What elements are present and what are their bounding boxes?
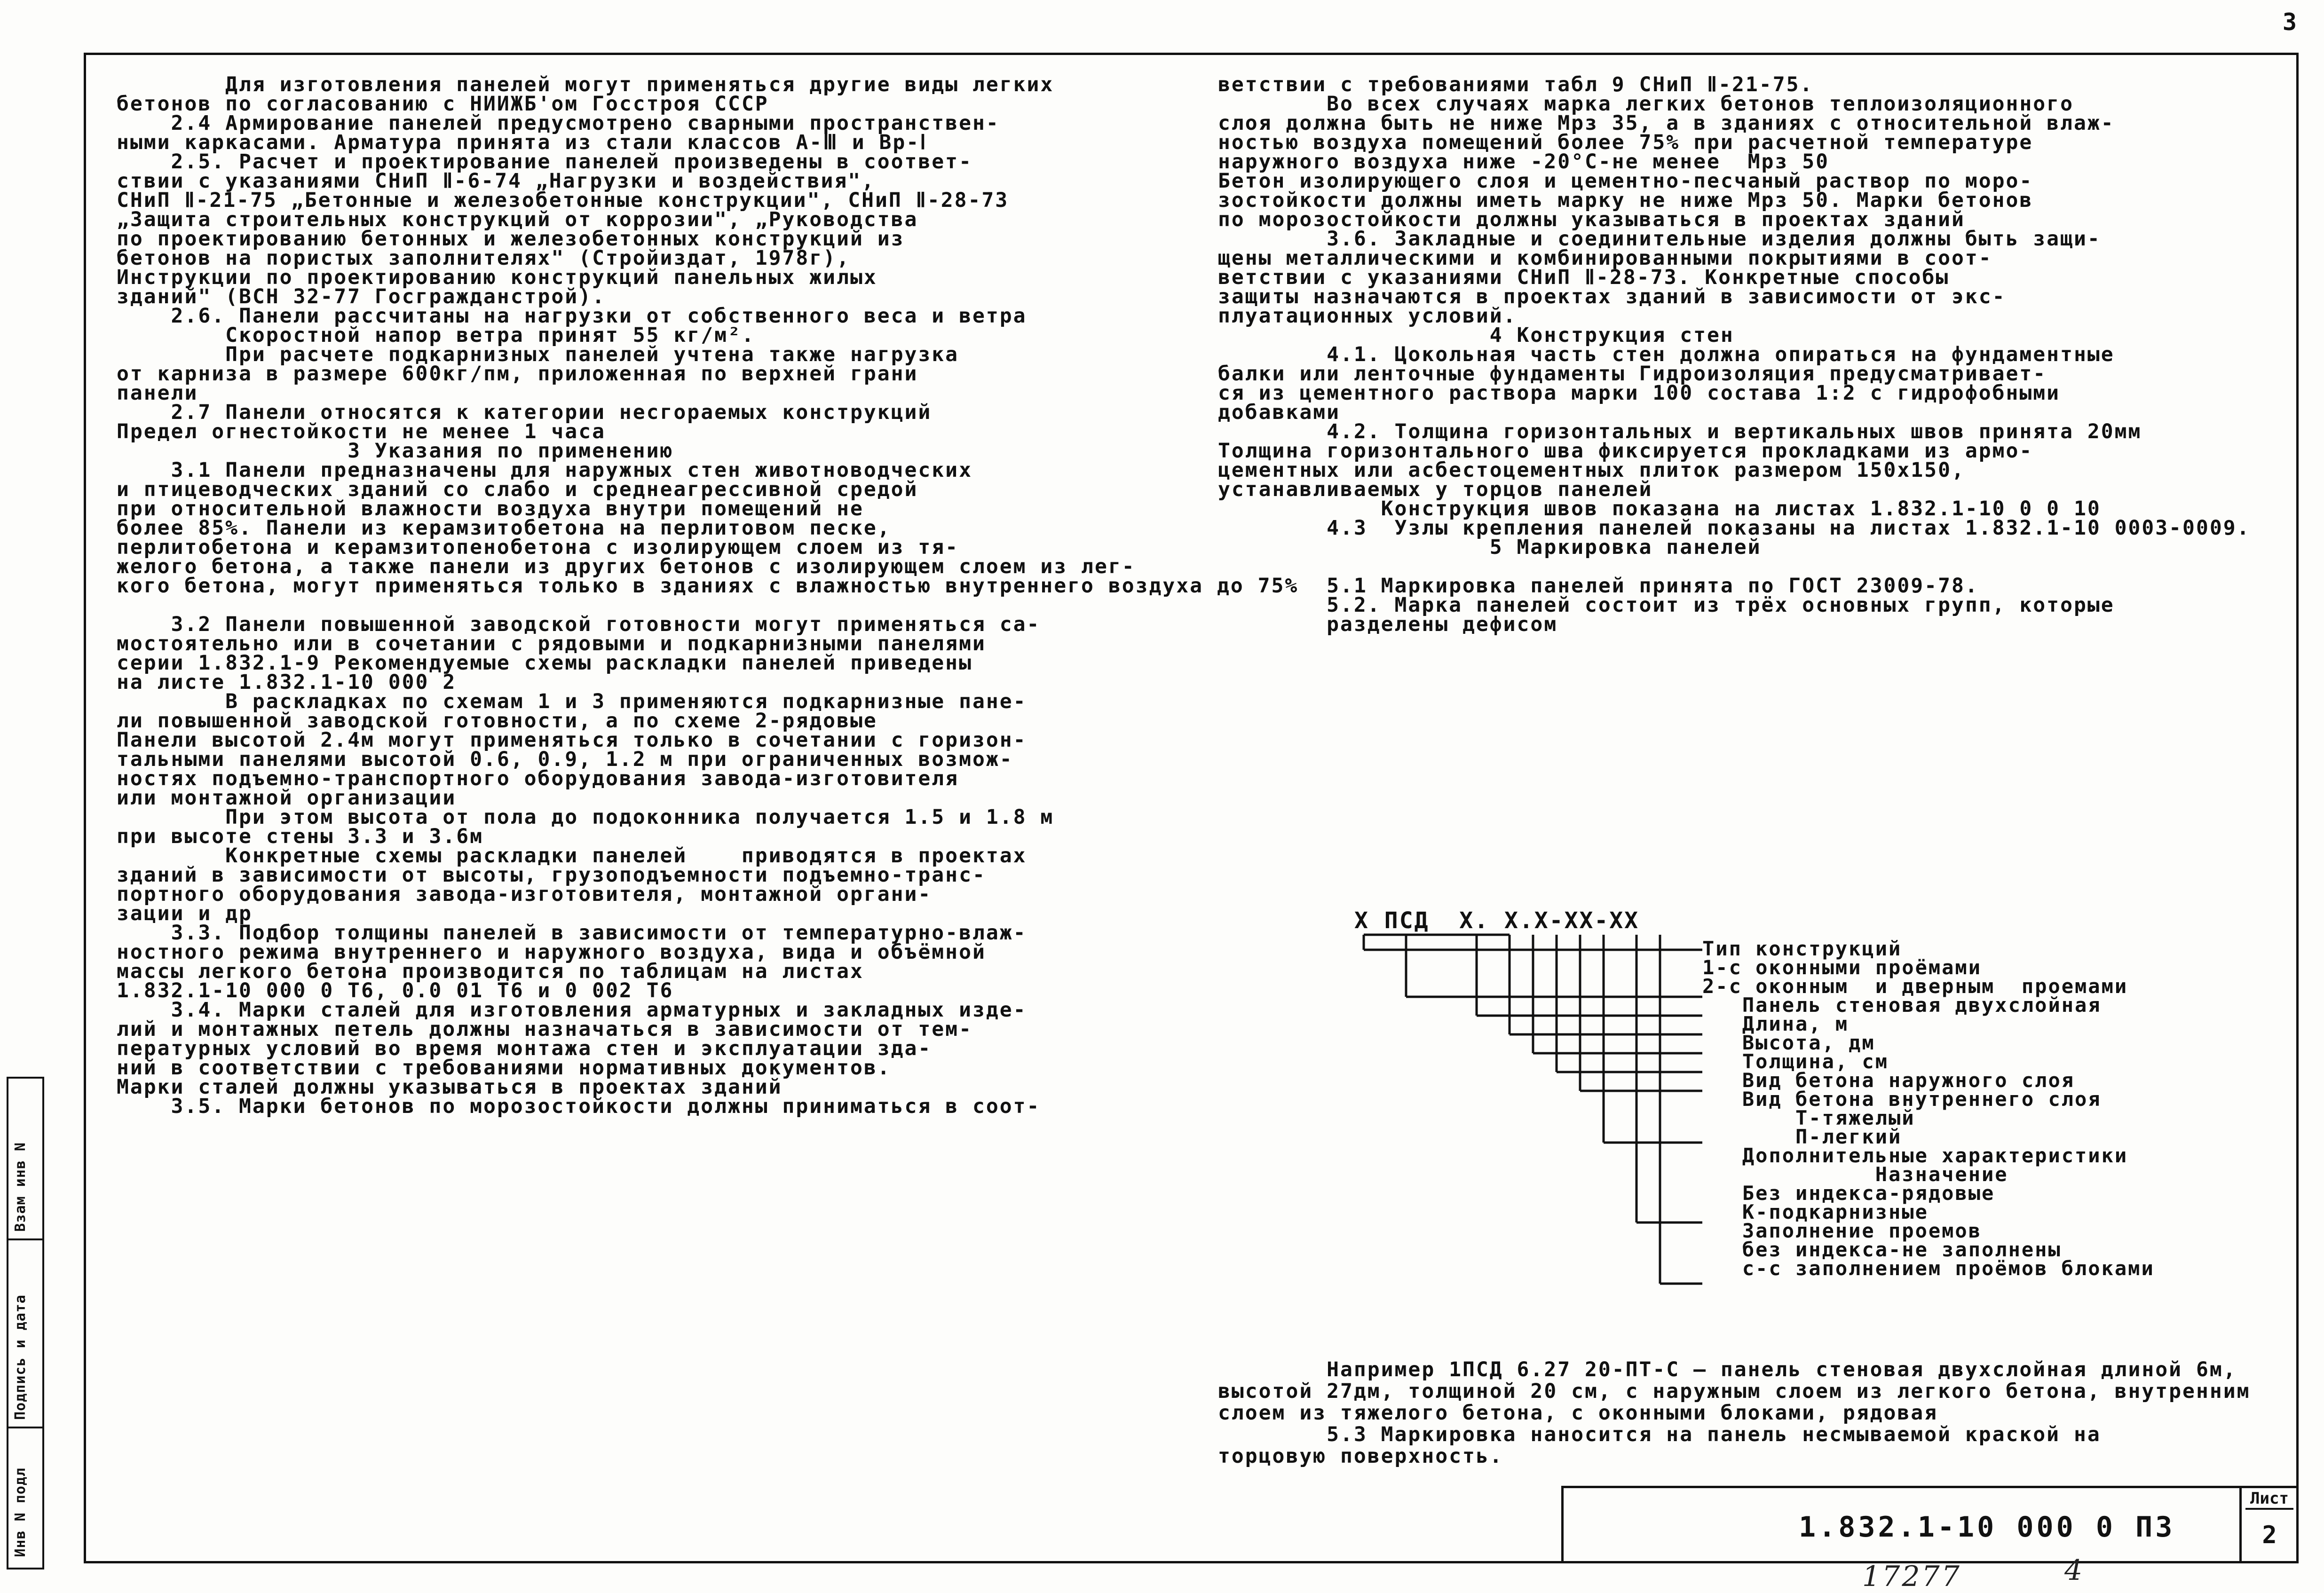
- text-line: щены металлическими и комбинированными покрытиями в соот-: [1218, 246, 1992, 270]
- scheme-lines: [1354, 907, 1712, 1349]
- text-line: ся из цементного раствора марки 100 состава 1:2 с гидрофобными: [1218, 381, 2061, 405]
- text-line: 2.7 Панели относятся к категории несгораемых конструкций: [117, 401, 932, 424]
- text-line: ностях подъемно-транспортного оборудования завода-изготовителя: [117, 767, 959, 790]
- legend-line: Дополнительные характеристики: [1702, 1144, 2128, 1167]
- text-line: При этом высота от пола до подоконника получается 1.5 и 1.8 м: [117, 805, 1054, 829]
- text-line: наружного воздуха ниже -20°С-не менее Мрз 50: [1218, 150, 1829, 173]
- text-line: портного оборудования завода-изготовителя, монтажной органи-: [117, 883, 932, 906]
- legend-line: Заполнение проемов: [1702, 1219, 1982, 1242]
- side-label-original: Инв N подл: [12, 1467, 29, 1557]
- legend-line: К-подкарнизные: [1702, 1200, 1929, 1223]
- text-line: балки или ленточные фундаменты Гидроизоляция предусматривает-: [1218, 362, 2047, 386]
- text-line: „Защита строительных конструкций от коррозии", „Руководства: [117, 208, 918, 231]
- text-line: Толщина горизонтального шва фиксируется прокладками из армо-: [1218, 439, 2033, 463]
- text-line: 2.4 Армирование панелей предусмотрено сварными пространствен-: [117, 111, 1000, 135]
- text-line: ний в соответствии с требованиями нормативных документов.: [117, 1056, 891, 1080]
- text-line: от карниза в размере 600кг/пм, приложенная по верхней грани: [117, 362, 918, 386]
- text-line: лий и монтажных петель должны назначаться в зависимости от тем-: [117, 1017, 972, 1041]
- text-line: при высоте стены 3.3 и 3.6м: [117, 825, 483, 848]
- text-line: [1218, 557, 2281, 576]
- legend-line: Высота, дм: [1702, 1031, 1875, 1054]
- text-line: на листе 1.832.1-10 000 2: [117, 670, 457, 694]
- sheet-cell: [2239, 1488, 2297, 1563]
- text-line: защиты назначаются в проектах зданий в зависимости от экс-: [1218, 285, 2006, 308]
- text-line: 1.832.1-10 000 0 Т6, 0.0 01 Т6 и 0 002 Т6: [117, 979, 674, 1002]
- example-line: Например 1ПСД 6.27 20-ПТ-С — панель стеновая двухслойная длиной 6м,: [1218, 1358, 2237, 1381]
- text-line: 5.2. Марка панелей состоит из трёх основных групп, которые: [1218, 593, 2115, 617]
- legend-line: с-с заполнением проёмов блоками: [1702, 1257, 2155, 1280]
- text-line: устанавливаемых у торцов панелей: [1218, 478, 1653, 501]
- text-line: зданий в зависимости от высоты, грузоподъемности подъемно-транс-: [117, 863, 986, 887]
- text-line: или монтажной организации: [117, 786, 457, 810]
- legend-line: Тип конструкций: [1702, 937, 1902, 960]
- text-line: серии 1.832.1-9 Рекомендуемые схемы раскладки панелей приведены: [117, 651, 972, 675]
- text-line: бетонов по согласованию с НИИЖБ'ом Госстроя СССР: [117, 92, 769, 116]
- text-line: 3.6. Закладные и соединительные изделия должны быть защи-: [1218, 227, 2101, 251]
- legend-line: Панель стеновая двухслойная: [1702, 994, 2102, 1017]
- legend-line: Вид бетона внутреннего слоя: [1702, 1088, 2102, 1111]
- text-line: ностью воздуха помещений более 75% при расчетной температуре: [1218, 131, 2033, 154]
- text-line: зации и др: [117, 902, 253, 925]
- example-line: 5.3 Маркировка наносится на панель несмываемой краской на: [1218, 1423, 2101, 1446]
- legend-line: 1-с оконными проёмами: [1702, 956, 1982, 979]
- text-line: ветствии с требованиями табл 9 СНиП Ⅱ-21-75.: [1218, 73, 1814, 96]
- text-line: кого бетона, могут применяться только в зданиях с влажностью внутреннего воздуха до 75%: [117, 574, 1299, 598]
- document-number: 1.832.1-10 000 0 ПЗ: [1799, 1511, 2175, 1544]
- legend-line: Назначение: [1702, 1163, 2008, 1186]
- text-line: 3.4. Марки сталей для изготовления арматурных и закладных изде-: [117, 998, 1027, 1022]
- side-label-replace: Взам инв N: [12, 1142, 29, 1232]
- sheet-number: 2: [2262, 1521, 2277, 1549]
- text-line: Бетон изолирующего слоя и цементно-песчаный раствор по моро-: [1218, 169, 2033, 193]
- legend-line: без индекса-не заполнены: [1702, 1238, 2062, 1261]
- text-line: 4.1. Цокольная часть стен должна опираться на фундаментные: [1218, 343, 2115, 366]
- text-line: Инструкции по проектированию конструкций панельных жилых: [117, 266, 877, 289]
- text-line: зданий" (ВСН 32-77 Госгражданстрой).: [117, 285, 606, 308]
- handwritten-number: 17277: [1862, 1560, 1961, 1593]
- legend-line: Толщина, см: [1702, 1050, 1889, 1073]
- text-line: мостоятельно или в сочетании с рядовыми и подкарнизными панелями: [117, 632, 986, 655]
- text-line: Для изготовления панелей могут применяться другие виды легких: [117, 73, 1054, 96]
- text-line: Конструкция швов показана на листах 1.832.1-10 0 0 10: [1218, 497, 2101, 520]
- text-line: 4 Конструкция стен: [1218, 323, 1734, 347]
- side-label-signature: Подпись и дата: [12, 1294, 29, 1420]
- legend-line: П-легкий: [1702, 1125, 1902, 1148]
- text-line: 3 Указания по применению: [117, 439, 674, 463]
- page-number: 3: [2282, 8, 2297, 36]
- text-line: и птицеводческих зданий со слабо и среднеагрессивной средой: [117, 478, 918, 501]
- text-line: тальными панелями высотой 0.6, 0.9, 1.2 м при ограниченных возмож-: [117, 748, 1013, 771]
- text-line: цементных или асбестоцементных плиток размером 150х150,: [1218, 458, 1965, 482]
- text-line: СНиП Ⅱ-21-75 „Бетонные и железобетонные конструкции", СНиП Ⅱ-28-73: [117, 189, 1009, 212]
- text-line: ностного режима внутреннего и наружного воздуха, вида и объёмной: [117, 940, 986, 964]
- marking-scheme: [1354, 907, 2295, 1349]
- example-text: [1218, 1359, 2290, 1467]
- text-line: перлитобетона и керамзитопенобетона с изолирующем слоем из тя-: [117, 536, 959, 559]
- text-line: Предел огнестойкости не менее 1 часа: [117, 420, 606, 443]
- legend-line: 2-с оконным и дверным проемами: [1702, 975, 2128, 998]
- text-line: 3.2 Панели повышенной заводской готовности могут применяться са-: [117, 613, 1041, 636]
- text-line: ными каркасами. Арматура принята из стали классов А-Ⅲ и Вр-Ⅰ: [117, 131, 927, 154]
- text-line: Скоростной напор ветра принят 55 кг/м².: [117, 323, 755, 347]
- sheet-label: Лист: [2245, 1489, 2293, 1510]
- text-line: 2.5. Расчет и проектирование панелей произведены в соответ-: [117, 150, 972, 173]
- text-line: [117, 596, 1208, 615]
- text-line: бетонов на пористых заполнителях" (Стройиздат, 1978г),: [117, 246, 850, 270]
- text-line: ствии с указаниями СНиП Ⅱ-6-74 „Нагрузки и воздействия",: [117, 169, 876, 193]
- text-line: ли повышенной заводской готовности, а по схеме 2-рядовые: [117, 709, 877, 733]
- text-line: по проектированию бетонных и железобетонных конструкций из: [117, 227, 905, 251]
- side-cell-replace: [8, 1079, 42, 1240]
- scheme-code: Х ПСД Х. Х.Х-ХХ-ХХ: [1354, 907, 1640, 934]
- text-line: 5.1 Маркировка панелей принята по ГОСТ 23009-78.: [1218, 574, 1979, 598]
- example-line: слоем из тяжелого бетона, с оконными блоками, рядовая: [1218, 1401, 1938, 1425]
- text-line: ветствии с указаниями СНиП Ⅱ-28-73. Конкретные способы: [1218, 266, 1950, 289]
- text-line: слоя должна быть не ниже Мрз 35, а в зданиях с относительной влаж-: [1218, 111, 2115, 135]
- text-line: добавками: [1218, 401, 1340, 424]
- right-text-column: [1218, 75, 2281, 634]
- scheme-legend: [1702, 939, 2155, 1278]
- text-line: пературных условий во время монтажа стен и эксплуатации зда-: [117, 1037, 932, 1060]
- text-line: зостойкости должны иметь марку не ниже Мрз 50. Марки бетонов: [1218, 189, 2033, 212]
- text-line: 4.3 Узлы крепления панелей показаны на листах 1.832.1-10 0003-0009.: [1218, 516, 2251, 540]
- text-line: 2.6. Панели рассчитаны на нагрузки от собственного веса и ветра: [117, 304, 1027, 328]
- text-line: 5 Маркировка панелей: [1218, 536, 1762, 559]
- text-line: желого бетона, а также панели из других бетонов с изолирующем слоем из лег-: [117, 555, 1136, 578]
- title-block: [1561, 1486, 2297, 1563]
- legend-line: Длина, м: [1702, 1012, 1849, 1035]
- text-line: 3.5. Марки бетонов по морозостойкости должны приниматься в соот-: [117, 1095, 1041, 1118]
- text-line: Во всех случаях марка легких бетонов теплоизоляционного: [1218, 92, 2074, 116]
- text-line: Панели высотой 2.4м могут применяться только в сочетании с горизон-: [117, 728, 1027, 752]
- text-line: 3.3. Подбор толщины панелей в зависимости от температурно-влаж-: [117, 921, 1027, 945]
- text-line: Марки сталей должны указываться в проектах зданий: [117, 1075, 783, 1099]
- legend-line: Без индекса-рядовые: [1702, 1182, 1995, 1205]
- text-line: массы легкого бетона производится по таблицам на листах: [117, 960, 864, 983]
- text-line: В раскладках по схемам 1 и 3 применяются подкарнизные пане-: [117, 690, 1027, 713]
- example-line: торцовую поверхность.: [1218, 1444, 1503, 1468]
- text-line: при относительной влажности воздуха внутри помещений не: [117, 497, 864, 520]
- text-line: плуатационных условий.: [1218, 304, 1517, 328]
- text-line: более 85%. Панели из керамзитобетона на перлитовом песке,: [117, 516, 891, 540]
- text-line: Конкретные схемы раскладки панелей приводятся в проектах: [117, 844, 1027, 867]
- text-line: панели: [117, 381, 198, 405]
- side-cell-original: [8, 1427, 42, 1564]
- text-line: 4.2. Толщина горизонтальных и вертикальных швов принята 20мм: [1218, 420, 2142, 443]
- side-cell-signature: [8, 1238, 42, 1428]
- text-line: разделены дефисом: [1218, 613, 1558, 636]
- text-line: по морозостойкости должны указываться в проектах зданий: [1218, 208, 1965, 231]
- handwritten-mark: 4: [2064, 1554, 2083, 1587]
- legend-line: Т-тяжелый: [1702, 1106, 1915, 1129]
- legend-line: Вид бетона наружного слоя: [1702, 1069, 2075, 1092]
- side-stamp: [7, 1077, 44, 1569]
- text-line: 3.1 Панели предназначены для наружных стен животноводческих: [117, 458, 972, 482]
- text-line: При расчете подкарнизных панелей учтена также нагрузка: [117, 343, 959, 366]
- example-line: высотой 27дм, толщиной 20 см, с наружным слоем из легкого бетона, внутренним: [1218, 1380, 2251, 1403]
